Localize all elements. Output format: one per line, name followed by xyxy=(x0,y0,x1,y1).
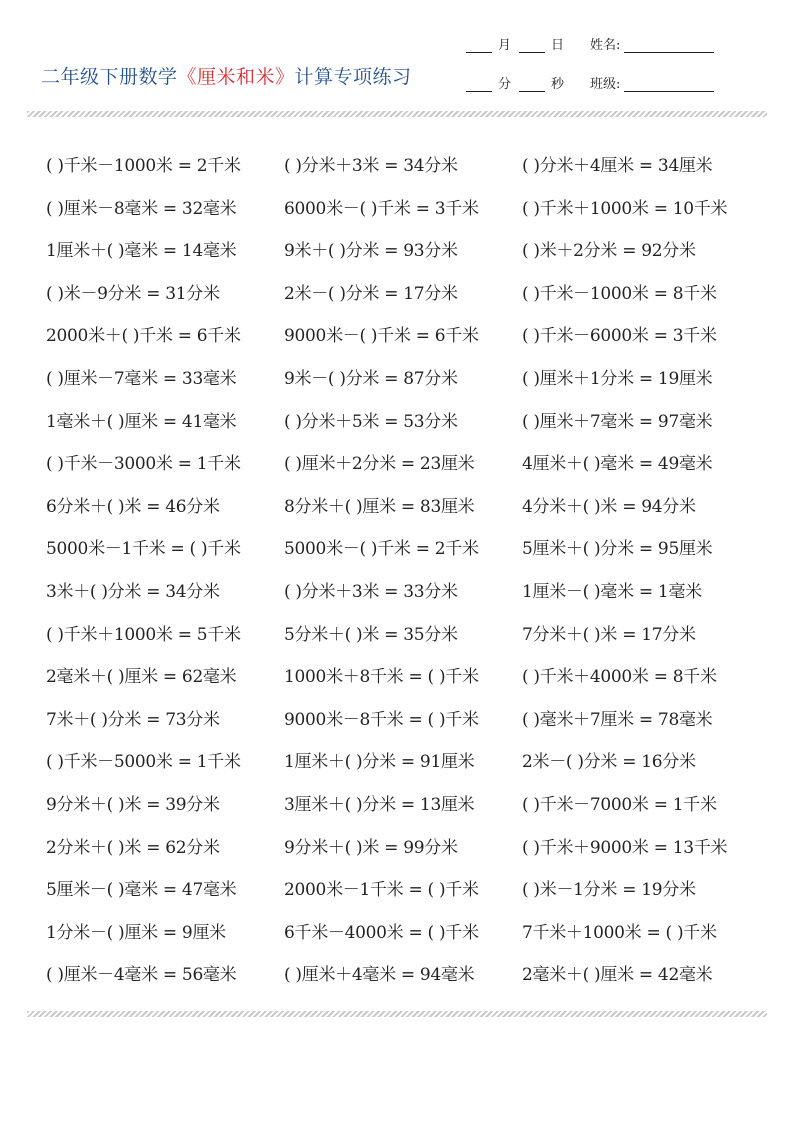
exercise-item[interactable]: 1000米＋8千米 = ( )千米 xyxy=(284,667,479,688)
exercise-item[interactable]: 6分米＋( )米 = 46分米 xyxy=(46,496,220,517)
exercise-item[interactable]: 9米＋( )分米 = 93分米 xyxy=(284,241,458,262)
exercise-item[interactable]: 5分米＋( )米 = 35分米 xyxy=(284,624,458,645)
second-label: 秒 xyxy=(551,77,565,92)
exercise-item[interactable]: 1厘米＋( )毫米 = 14毫米 xyxy=(46,241,237,262)
exercise-item[interactable]: 2000米＋( )千米 = 6千米 xyxy=(46,326,241,347)
exercise-item[interactable]: ( )米＋2分米 = 92分米 xyxy=(522,241,696,262)
name-field xyxy=(590,34,714,53)
exercise-item[interactable]: ( )千米－1000米 = 8千米 xyxy=(522,283,717,304)
exercise-item[interactable]: ( )厘米－7毫米 = 33毫米 xyxy=(46,368,237,389)
exercise-item[interactable]: ( )米－9分米 = 31分米 xyxy=(46,283,220,304)
exercise-item[interactable]: 2米－( )分米 = 17分米 xyxy=(284,283,458,304)
exercise-item[interactable]: 7分米＋( )米 = 17分米 xyxy=(522,624,696,645)
exercise-item[interactable]: 8分米＋( )厘米 = 83厘米 xyxy=(284,496,475,517)
exercise-item[interactable]: ( )千米－6000米 = 3千米 xyxy=(522,326,717,347)
exercise-item[interactable]: ( )厘米－8毫米 = 32毫米 xyxy=(46,198,237,219)
exercise-item[interactable]: 2000米－1千米 = ( )千米 xyxy=(284,880,479,901)
exercise-item[interactable]: 2米－( )分米 = 16分米 xyxy=(522,752,696,773)
exercise-item[interactable]: 6000米－( )千米 = 3千米 xyxy=(284,198,479,219)
time-fields xyxy=(466,73,572,92)
exercise-item[interactable]: ( )千米＋1000米 = 5千米 xyxy=(46,624,241,645)
class-blank[interactable] xyxy=(624,77,714,92)
title-suffix: 计算专项练习 xyxy=(294,66,412,88)
exercise-item[interactable]: ( )厘米＋4毫米 = 94毫米 xyxy=(284,965,475,986)
exercise-item[interactable]: 5厘米－( )毫米 = 47毫米 xyxy=(46,880,237,901)
exercise-item[interactable]: ( )毫米＋7厘米 = 78毫米 xyxy=(522,709,713,730)
exercise-item[interactable]: ( )千米－5000米 = 1千米 xyxy=(46,752,241,773)
exercise-item[interactable]: ( )厘米＋2分米 = 23厘米 xyxy=(284,454,475,475)
title-prefix: 二年级下册数学 xyxy=(41,66,178,88)
exercise-item[interactable]: 4分米＋( )米 = 94分米 xyxy=(522,496,696,517)
title-highlight: 《厘米和米》 xyxy=(177,66,295,88)
date-fields xyxy=(466,34,572,53)
exercise-item[interactable]: 9000米－8千米 = ( )千米 xyxy=(284,709,479,730)
second-blank[interactable] xyxy=(519,77,545,92)
exercise-item[interactable]: 2分米＋( )米 = 62分米 xyxy=(46,837,220,858)
exercise-item[interactable]: 1厘米＋( )分米 = 91厘米 xyxy=(284,752,475,773)
exercise-item[interactable]: 1分米－( )厘米 = 9厘米 xyxy=(46,922,226,943)
top-divider xyxy=(27,111,767,117)
exercise-item[interactable]: 5000米－( )千米 = 2千米 xyxy=(284,539,479,560)
exercise-item[interactable]: 9米－( )分米 = 87分米 xyxy=(284,368,458,389)
exercise-item[interactable]: 1毫米＋( )厘米 = 41毫米 xyxy=(46,411,237,432)
exercise-item[interactable]: 4厘米＋( )毫米 = 49毫米 xyxy=(522,454,713,475)
exercise-item[interactable]: 6千米－4000米 = ( )千米 xyxy=(284,922,479,943)
bottom-divider xyxy=(27,1011,767,1017)
exercise-item[interactable]: 9000米－( )千米 = 6千米 xyxy=(284,326,479,347)
exercise-item[interactable]: ( )千米－7000米 = 1千米 xyxy=(522,794,717,815)
day-label: 日 xyxy=(551,38,565,53)
exercise-item[interactable]: ( )厘米＋7毫米 = 97毫米 xyxy=(522,411,713,432)
exercise-item[interactable]: ( )分米＋4厘米 = 34厘米 xyxy=(522,156,713,176)
exercise-item[interactable]: ( )分米＋5米 = 53分米 xyxy=(284,411,458,432)
exercise-item[interactable]: ( )千米＋9000米 = 13千米 xyxy=(522,837,728,858)
minute-label: 分 xyxy=(498,77,512,92)
exercise-item[interactable]: ( )分米＋3米 = 34分米 xyxy=(284,156,458,176)
exercise-item[interactable]: ( )千米－3000米 = 1千米 xyxy=(46,454,241,475)
month-blank[interactable] xyxy=(466,38,492,53)
month-label: 月 xyxy=(498,38,512,53)
exercise-item[interactable]: ( )分米＋3米 = 33分米 xyxy=(284,581,458,602)
exercise-item[interactable]: ( )千米＋1000米 = 10千米 xyxy=(522,198,728,219)
name-blank[interactable] xyxy=(624,38,714,53)
exercise-item[interactable]: 2毫米＋( )厘米 = 42毫米 xyxy=(522,965,713,986)
minute-blank[interactable] xyxy=(466,77,492,92)
exercise-item[interactable]: 5厘米＋( )分米 = 95厘米 xyxy=(522,539,713,560)
exercise-grid xyxy=(46,146,766,998)
exercise-item[interactable]: 9分米＋( )米 = 99分米 xyxy=(284,837,458,858)
exercise-item[interactable]: 1厘米－( )毫米 = 1毫米 xyxy=(522,581,702,602)
exercise-item[interactable]: 9分米＋( )米 = 39分米 xyxy=(46,794,220,815)
exercise-item[interactable]: ( )千米＋4000米 = 8千米 xyxy=(522,667,717,688)
worksheet-header xyxy=(0,0,793,110)
exercise-item[interactable]: 3米＋( )分米 = 34分米 xyxy=(46,581,220,602)
exercise-item[interactable]: 7米＋( )分米 = 73分米 xyxy=(46,709,220,730)
exercise-item[interactable]: 7千米＋1000米 = ( )千米 xyxy=(522,922,717,943)
page-title xyxy=(41,62,412,89)
day-blank[interactable] xyxy=(519,38,545,53)
exercise-item[interactable]: 5000米－1千米 = ( )千米 xyxy=(46,539,241,560)
exercise-item[interactable]: ( )千米－1000米 = 2千米 xyxy=(46,156,241,176)
exercise-item[interactable]: ( )厘米－4毫米 = 56毫米 xyxy=(46,965,237,986)
class-field xyxy=(590,73,714,92)
exercise-item[interactable]: 3厘米＋( )分米 = 13厘米 xyxy=(284,794,475,815)
exercise-item[interactable]: ( )厘米＋1分米 = 19厘米 xyxy=(522,368,713,389)
class-label: 班级: xyxy=(590,77,621,92)
exercise-item[interactable]: ( )米－1分米 = 19分米 xyxy=(522,880,696,901)
exercise-item[interactable]: 2毫米＋( )厘米 = 62毫米 xyxy=(46,667,237,688)
name-label: 姓名: xyxy=(590,38,621,53)
